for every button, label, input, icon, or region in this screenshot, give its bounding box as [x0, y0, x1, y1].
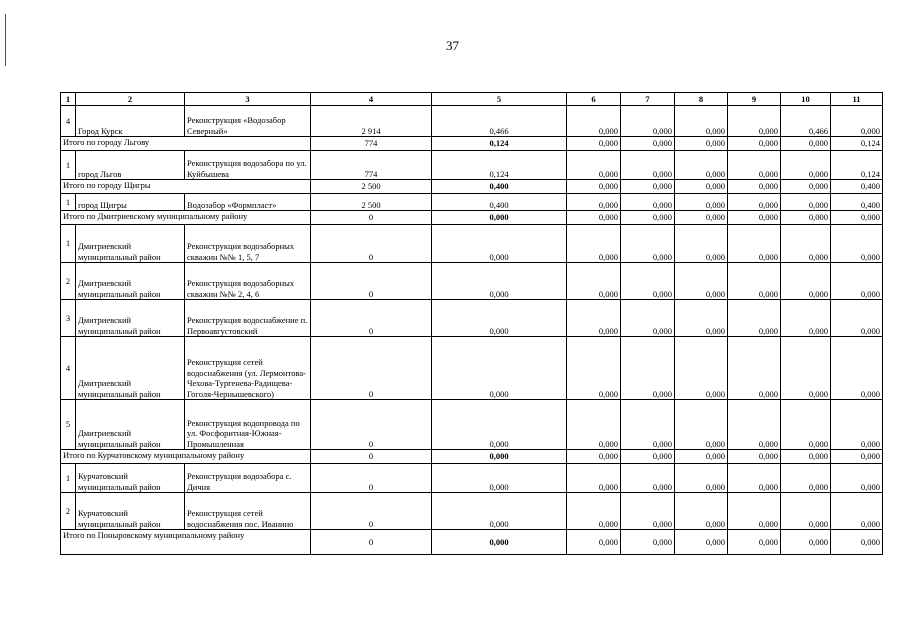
table-row: [61, 300, 883, 337]
value-cell: 0,466: [781, 106, 831, 137]
value-cell: 0,000: [781, 211, 831, 225]
value-cell: 0,000: [675, 400, 728, 450]
value-cell: 0,000: [432, 530, 567, 555]
value-cell: 0,000: [781, 450, 831, 464]
project-description: Реконструкция водозабора по ул. Куйбышева: [185, 151, 311, 180]
row-number: 4: [61, 337, 76, 400]
value-cell: 0,000: [728, 137, 781, 151]
table-row: [61, 225, 883, 263]
page-number: 37: [446, 38, 459, 53]
column-header: 3: [185, 93, 311, 106]
project-description: Реконструкция водоснабжение п. Первоавгустовский: [185, 300, 311, 337]
value-cell: 0: [311, 450, 432, 464]
value-cell: 0,000: [728, 530, 781, 555]
value-cell: 0,000: [728, 263, 781, 300]
value-cell: 0,000: [831, 225, 883, 263]
municipality-name: Дмитриевский муниципальный район: [76, 263, 185, 300]
subtotal-label: Итого по городу Льгову: [61, 137, 311, 151]
value-cell: 0,000: [432, 225, 567, 263]
row-number: 1: [61, 151, 76, 180]
value-cell: 0,000: [728, 211, 781, 225]
value-cell: 0,400: [432, 194, 567, 211]
value-cell: 0,000: [675, 300, 728, 337]
value-cell: 0,000: [567, 300, 621, 337]
value-cell: 0,000: [567, 211, 621, 225]
value-cell: 0,000: [675, 106, 728, 137]
table-header-row: [61, 93, 883, 106]
subtotal-label: Итого по городу Щигры: [61, 180, 311, 194]
project-description: Реконструкция водозабора с. Дичня: [185, 464, 311, 493]
value-cell: 0,000: [621, 151, 675, 180]
value-cell: 0,000: [432, 464, 567, 493]
row-number: 3: [61, 300, 76, 337]
value-cell: 0,124: [432, 151, 567, 180]
column-header: 1: [61, 93, 76, 106]
municipality-name: Курчатовский муниципальный район: [76, 464, 185, 493]
value-cell: 0,000: [567, 194, 621, 211]
value-cell: 0,000: [567, 180, 621, 194]
municipality-name: Город Курск: [76, 106, 185, 137]
value-cell: 0,000: [621, 300, 675, 337]
value-cell: 0,000: [675, 180, 728, 194]
value-cell: 0,000: [621, 530, 675, 555]
value-cell: 0,400: [831, 180, 883, 194]
value-cell: 0: [311, 530, 432, 555]
value-cell: 0,000: [728, 194, 781, 211]
column-header: 8: [675, 93, 728, 106]
value-cell: 0,000: [432, 400, 567, 450]
value-cell: 0,000: [728, 400, 781, 450]
value-cell: 0,000: [621, 211, 675, 225]
municipality-name: город Щигры: [76, 194, 185, 211]
subtotal-label: Итого по Курчатовскому муниципальному району: [61, 450, 311, 464]
value-cell: 0,000: [567, 106, 621, 137]
column-header: 4: [311, 93, 432, 106]
value-cell: 0,000: [621, 464, 675, 493]
column-header: 7: [621, 93, 675, 106]
value-cell: 0: [311, 464, 432, 493]
value-cell: 0: [311, 263, 432, 300]
value-cell: 0,000: [831, 337, 883, 400]
value-cell: 0,000: [675, 151, 728, 180]
value-cell: 0,000: [728, 337, 781, 400]
value-cell: 0,000: [675, 211, 728, 225]
value-cell: 0,000: [781, 400, 831, 450]
value-cell: 0,000: [831, 300, 883, 337]
value-cell: 0: [311, 211, 432, 225]
value-cell: 0,000: [831, 450, 883, 464]
value-cell: 0,000: [781, 464, 831, 493]
value-cell: 0,000: [728, 180, 781, 194]
value-cell: 0,000: [831, 530, 883, 555]
value-cell: 0,000: [781, 180, 831, 194]
value-cell: 0,000: [621, 263, 675, 300]
value-cell: 0,000: [567, 151, 621, 180]
value-cell: 0,000: [621, 180, 675, 194]
row-number: 4: [61, 106, 76, 137]
value-cell: 0,000: [567, 493, 621, 530]
value-cell: 0,000: [675, 194, 728, 211]
project-description: Реконструкция сетей водоснабжения пос. Иванино: [185, 493, 311, 530]
value-cell: 0,000: [728, 450, 781, 464]
subtotal-label: Итого по Дмитриевскому муниципальному району: [61, 211, 311, 225]
value-cell: 0,000: [567, 263, 621, 300]
row-number: 1: [61, 194, 76, 211]
value-cell: 0: [311, 400, 432, 450]
municipality-name: Дмитриевский муниципальный район: [76, 400, 185, 450]
value-cell: 0,000: [675, 464, 728, 493]
value-cell: 0,000: [781, 493, 831, 530]
value-cell: 0,000: [781, 530, 831, 555]
value-cell: 0,124: [831, 151, 883, 180]
subtotal-label: Итого по Поныровскому муниципальному району: [61, 530, 311, 555]
value-cell: 0,000: [432, 450, 567, 464]
data-table: [60, 92, 883, 555]
project-description: Реконструкция сетей водоснабжения (ул. Лермонтова-Чехова-Тургенева-Радищева-Гоголя-Чернышевского): [185, 337, 311, 400]
value-cell: 0,000: [567, 464, 621, 493]
value-cell: 0,000: [781, 300, 831, 337]
value-cell: 0,000: [831, 493, 883, 530]
value-cell: 0,000: [675, 225, 728, 263]
value-cell: 0,000: [831, 464, 883, 493]
column-header: 6: [567, 93, 621, 106]
row-number: 2: [61, 263, 76, 300]
value-cell: 0,000: [831, 106, 883, 137]
project-description: Реконструкция «Водозабор Северный»: [185, 106, 311, 137]
value-cell: 0,000: [621, 137, 675, 151]
value-cell: 0: [311, 337, 432, 400]
value-cell: 0,000: [432, 211, 567, 225]
value-cell: 0,000: [728, 493, 781, 530]
column-header: 10: [781, 93, 831, 106]
value-cell: 0: [311, 225, 432, 263]
value-cell: 0,000: [432, 300, 567, 337]
value-cell: 0,124: [432, 137, 567, 151]
subtotal-row: [61, 211, 883, 225]
value-cell: 0,000: [675, 137, 728, 151]
table-row: [61, 464, 883, 493]
municipality-name: Дмитриевский муниципальный район: [76, 337, 185, 400]
table-row: [61, 337, 883, 400]
table-body: [61, 106, 883, 555]
value-cell: 0,000: [781, 337, 831, 400]
value-cell: 0,000: [781, 137, 831, 151]
table-row: [61, 263, 883, 300]
value-cell: 0,000: [567, 530, 621, 555]
value-cell: 774: [311, 137, 432, 151]
value-cell: 0,000: [728, 300, 781, 337]
value-cell: 0,000: [621, 400, 675, 450]
value-cell: 0,000: [728, 464, 781, 493]
table-row: [61, 106, 883, 137]
value-cell: 0,000: [567, 400, 621, 450]
value-cell: 0,000: [831, 400, 883, 450]
column-header: 11: [831, 93, 883, 106]
value-cell: 0,124: [831, 137, 883, 151]
value-cell: 0,400: [831, 194, 883, 211]
municipality-name: Курчатовский муниципальный район: [76, 493, 185, 530]
value-cell: 0,000: [621, 493, 675, 530]
value-cell: 2 500: [311, 180, 432, 194]
value-cell: 0,000: [728, 151, 781, 180]
value-cell: 0,000: [781, 151, 831, 180]
table-row: [61, 400, 883, 450]
project-description: Водозабор «Формпласт»: [185, 194, 311, 211]
value-cell: 0,000: [432, 263, 567, 300]
table-row: [61, 194, 883, 211]
value-cell: 0,000: [567, 137, 621, 151]
value-cell: 0,000: [567, 450, 621, 464]
row-number: 1: [61, 464, 76, 493]
row-number: 5: [61, 400, 76, 450]
value-cell: 0,000: [621, 450, 675, 464]
value-cell: 0,000: [781, 263, 831, 300]
project-description: Реконструкция водопровода по ул. Фосфоритная-Южная-Промышленная: [185, 400, 311, 450]
value-cell: 0,000: [675, 530, 728, 555]
value-cell: 0: [311, 493, 432, 530]
municipality-name: Дмитриевский муниципальный район: [76, 225, 185, 263]
value-cell: 2 914: [311, 106, 432, 137]
value-cell: 0,000: [675, 450, 728, 464]
value-cell: 0: [311, 300, 432, 337]
value-cell: 0,000: [621, 337, 675, 400]
value-cell: 0,000: [621, 225, 675, 263]
column-header: 5: [432, 93, 567, 106]
subtotal-row: [61, 180, 883, 194]
value-cell: 0,000: [831, 263, 883, 300]
value-cell: 0,000: [621, 106, 675, 137]
value-cell: 0,000: [831, 211, 883, 225]
value-cell: 0,000: [567, 337, 621, 400]
municipality-name: Дмитриевский муниципальный район: [76, 300, 185, 337]
subtotal-row: [61, 450, 883, 464]
value-cell: 774: [311, 151, 432, 180]
value-cell: 0,466: [432, 106, 567, 137]
table-row: [61, 151, 883, 180]
value-cell: 0,000: [781, 194, 831, 211]
value-cell: 0,400: [432, 180, 567, 194]
table-row: [61, 493, 883, 530]
value-cell: 0,000: [621, 194, 675, 211]
municipality-name: город Льгов: [76, 151, 185, 180]
value-cell: 0,000: [432, 337, 567, 400]
column-header: 2: [76, 93, 185, 106]
value-cell: 0,000: [728, 106, 781, 137]
value-cell: 0,000: [728, 225, 781, 263]
value-cell: 0,000: [675, 263, 728, 300]
value-cell: 0,000: [432, 493, 567, 530]
value-cell: 0,000: [675, 337, 728, 400]
subtotal-row: [61, 530, 883, 555]
row-number: 2: [61, 493, 76, 530]
project-description: Реконструкция водозаборных скважин №№ 2, 4, 6: [185, 263, 311, 300]
project-description: Реконструкция водозаборных скважин №№ 1, 5, 7: [185, 225, 311, 263]
row-number: 1: [61, 225, 76, 263]
value-cell: 0,000: [567, 225, 621, 263]
value-cell: 0,000: [781, 225, 831, 263]
value-cell: 0,000: [675, 493, 728, 530]
value-cell: 2 500: [311, 194, 432, 211]
column-header: 9: [728, 93, 781, 106]
subtotal-row: [61, 137, 883, 151]
